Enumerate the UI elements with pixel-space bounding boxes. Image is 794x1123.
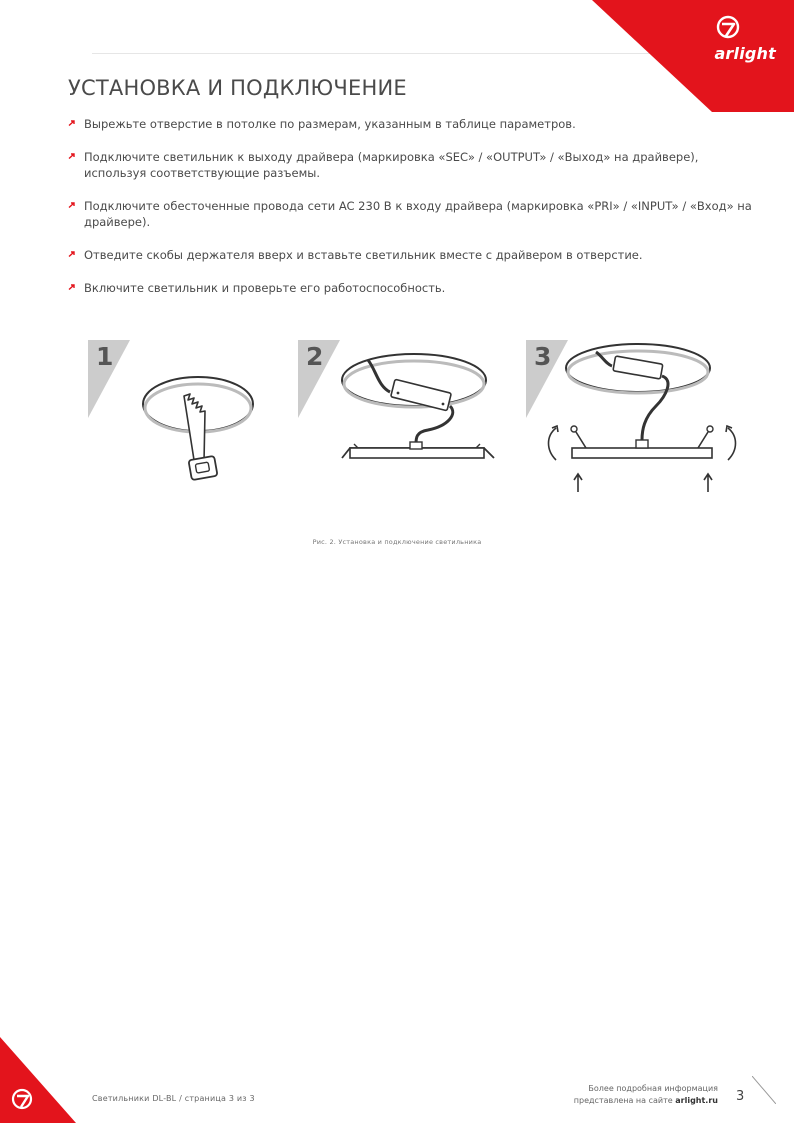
figure-number: 1 <box>96 342 114 371</box>
figure-step-1 <box>88 340 308 510</box>
footer-more-info <box>574 1083 718 1107</box>
footer-doc-info: Светильники DL-BL / страница 3 из 3 <box>92 1094 255 1103</box>
page-divider-slash <box>752 1076 776 1104</box>
more-info-line2 <box>574 1095 718 1107</box>
page-title: УСТАНОВКА И ПОДКЛЮЧЕНИЕ <box>68 76 407 100</box>
installation-steps-list <box>68 116 758 313</box>
site-link[interactable]: arlight.ru <box>675 1096 718 1105</box>
step-text: Подключите обесточенные провода сети AC 230 В к входу драйвера (маркировка «PRI» / «INPUT» / «Вход» на драйвере). <box>84 199 752 229</box>
ceiling-cut-saw-icon <box>88 340 308 510</box>
figure-step-2 <box>298 340 518 510</box>
list-item <box>68 149 758 181</box>
list-item <box>68 280 758 296</box>
list-item <box>68 116 758 132</box>
bullet-arrow-icon <box>68 283 76 291</box>
installation-figures <box>0 340 794 510</box>
driver-connection-icon <box>298 340 518 510</box>
more-info-line1: Более подробная информация <box>588 1084 718 1093</box>
fixture-insertion-icon <box>526 340 746 510</box>
page-number: 3 <box>736 1089 745 1104</box>
list-item <box>68 198 758 230</box>
header-divider <box>92 53 652 54</box>
step-text: Отведите скобы держателя вверх и вставьте светильник вместе с драйвером в отверстие. <box>84 248 643 262</box>
more-info-prefix: представлена на сайте <box>573 1096 676 1105</box>
figure-number: 3 <box>534 342 552 371</box>
brand-logo-text: arlight <box>714 44 776 63</box>
figure-caption: Рис. 2. Установка и подключение светильника <box>312 538 482 546</box>
brand-corner-footer <box>0 1037 76 1123</box>
arlight-logo-icon <box>714 14 744 40</box>
bullet-arrow-icon <box>68 250 76 258</box>
step-text: Включите светильник и проверьте его работоспособность. <box>84 281 446 295</box>
bullet-arrow-icon <box>68 152 76 160</box>
bullet-arrow-icon <box>68 201 76 209</box>
bullet-arrow-icon <box>68 119 76 127</box>
figure-step-3 <box>526 340 746 510</box>
list-item <box>68 247 758 263</box>
step-text: Подключите светильник к выходу драйвера (маркировка «SEC» / «OUTPUT» / «Выход» на драйвере), используя соответствующие разъемы. <box>84 150 699 180</box>
figure-number: 2 <box>306 342 324 371</box>
step-text: Вырежьте отверстие в потолке по размерам, указанным в таблице параметров. <box>84 117 576 131</box>
